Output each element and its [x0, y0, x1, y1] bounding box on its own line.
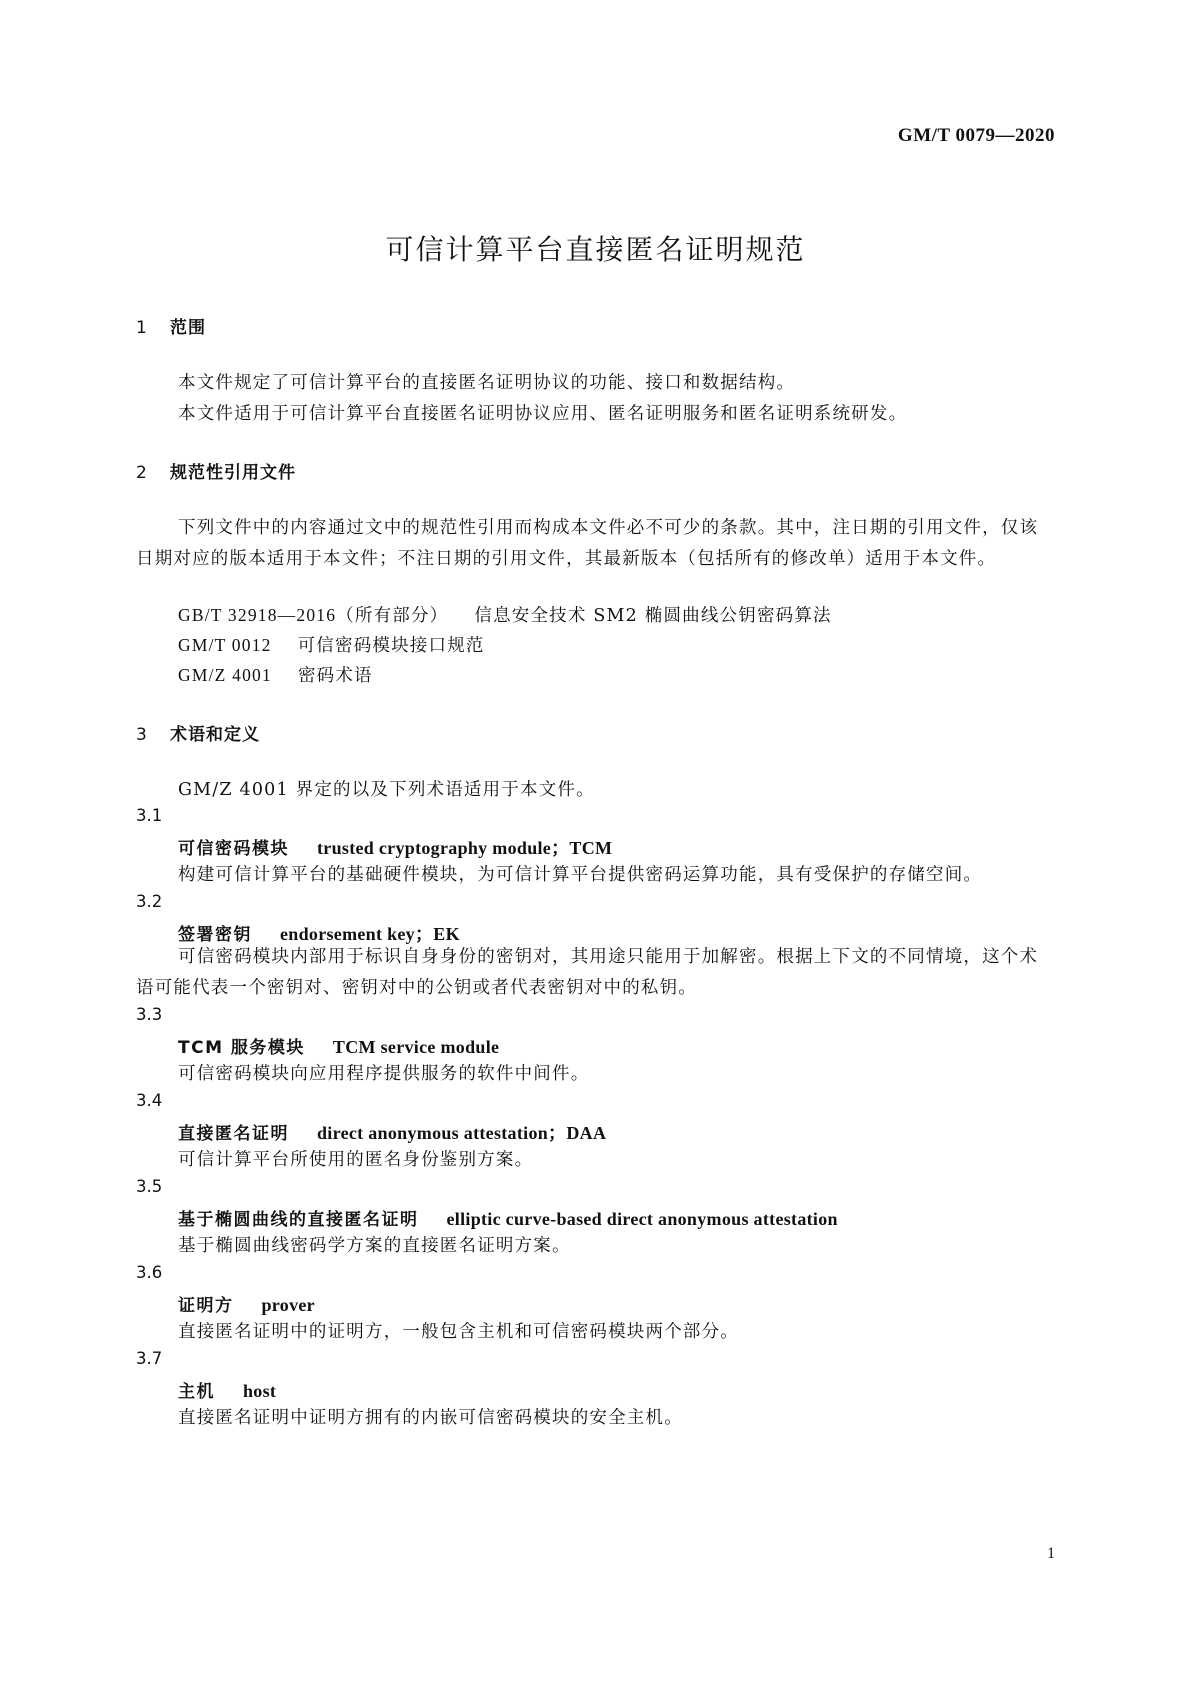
- terms-intro: GM/Z 4001 界定的以及下列术语适用于本文件。: [178, 780, 595, 800]
- scope-paragraph-2: 本文件适用于可信计算平台直接匿名证明协议应用、匿名证明服务和匿名证明系统研发。: [178, 404, 908, 424]
- term-en: trusted cryptography module；TCM: [317, 838, 613, 858]
- term-en: prover: [261, 1295, 315, 1315]
- section-number: 2: [136, 463, 148, 483]
- reference-name: 信息安全技术 SM2 椭圆曲线公钥密码算法: [474, 606, 832, 626]
- term-zh: 签署密钥: [178, 925, 252, 945]
- reference-item: [178, 662, 373, 687]
- term-definition: 直接匿名证明中证明方拥有的内嵌可信密码模块的安全主机。: [178, 1408, 683, 1428]
- page-number: 1: [1047, 1545, 1055, 1562]
- section-title: 范围: [170, 318, 206, 338]
- reference-item: [178, 602, 832, 627]
- term-en: direct anonymous attestation；DAA: [317, 1123, 607, 1143]
- term-en: endorsement key；EK: [280, 924, 460, 944]
- term-en: TCM service module: [332, 1037, 500, 1057]
- scope-paragraph-1: 本文件规定了可信计算平台的直接匿名证明协议的功能、接口和数据结构。: [178, 373, 796, 393]
- term-name: [178, 1033, 499, 1058]
- term-zh: TCM 服务模块: [178, 1038, 305, 1058]
- section-title: 规范性引用文件: [170, 463, 296, 483]
- term-definition: 可信密码模块内部用于标识自身身份的密钥对，其用途只能用于加解密。根据上下文的不同情境，这个术语可能代表一个密钥对、密钥对中的公钥或者代表密钥对中的私钥。: [136, 947, 1039, 998]
- term-zh: 直接匿名证明: [178, 1124, 289, 1144]
- term-definition: 直接匿名证明中的证明方，一般包含主机和可信密码模块两个部分。: [178, 1322, 739, 1342]
- term-definition: 构建可信计算平台的基础硬件模块，为可信计算平台提供密码运算功能，具有受保护的存储空间。: [178, 865, 983, 885]
- standard-code: GM/T 0079—2020: [897, 125, 1055, 146]
- term-zh: 主机: [178, 1382, 215, 1402]
- document-title: 可信计算平台直接匿名证明规范: [385, 233, 806, 266]
- term-number: 3.2: [136, 892, 163, 911]
- term-definition: 可信计算平台所使用的匿名身份鉴别方案。: [178, 1150, 534, 1170]
- reference-code: GM/T 0012: [178, 635, 272, 655]
- term-number: 3.4: [136, 1091, 163, 1110]
- term-name: [178, 834, 612, 860]
- term-name: [178, 1205, 838, 1230]
- section-heading-2: [136, 458, 296, 483]
- references-intro: 下列文件中的内容通过文中的规范性引用而构成本文件必不可少的条款。其中，注日期的引用文件，仅该日期对应的版本适用于本文件；不注日期的引用文件，其最新版本（包括所有的修改单）适用于本文件。: [136, 518, 1039, 569]
- term-name: [178, 1377, 276, 1402]
- reference-name: 密码术语: [297, 666, 373, 686]
- section-title: 术语和定义: [170, 725, 260, 745]
- term-number: 3.7: [136, 1349, 163, 1368]
- section-heading-1: [136, 313, 206, 338]
- section-heading-3: [136, 720, 260, 745]
- term-number: 3.6: [136, 1263, 163, 1282]
- term-name: [178, 1119, 606, 1145]
- term-name: [178, 1291, 315, 1316]
- term-definition: 基于椭圆曲线密码学方案的直接匿名证明方案。: [178, 1236, 571, 1256]
- term-number: 3.3: [136, 1005, 163, 1024]
- term-number: 3.5: [136, 1177, 163, 1196]
- term-zh: 证明方: [178, 1296, 234, 1316]
- term-zh: 基于椭圆曲线的直接匿名证明: [178, 1210, 419, 1230]
- term-en: elliptic curve-based direct anonymous attestation: [446, 1209, 838, 1229]
- section-number: 1: [136, 318, 148, 338]
- term-number: 3.1: [136, 806, 163, 825]
- reference-code: GM/Z 4001: [178, 665, 272, 685]
- term-zh: 可信密码模块: [178, 839, 289, 859]
- term-en: host: [243, 1381, 277, 1401]
- section-number: 3: [136, 725, 148, 745]
- term-definition: 可信密码模块向应用程序提供服务的软件中间件。: [178, 1064, 590, 1084]
- reference-name: 可信密码模块接口规范: [297, 636, 485, 656]
- reference-code: GB/T 32918—2016（所有部分）: [178, 605, 449, 625]
- reference-item: [178, 632, 485, 657]
